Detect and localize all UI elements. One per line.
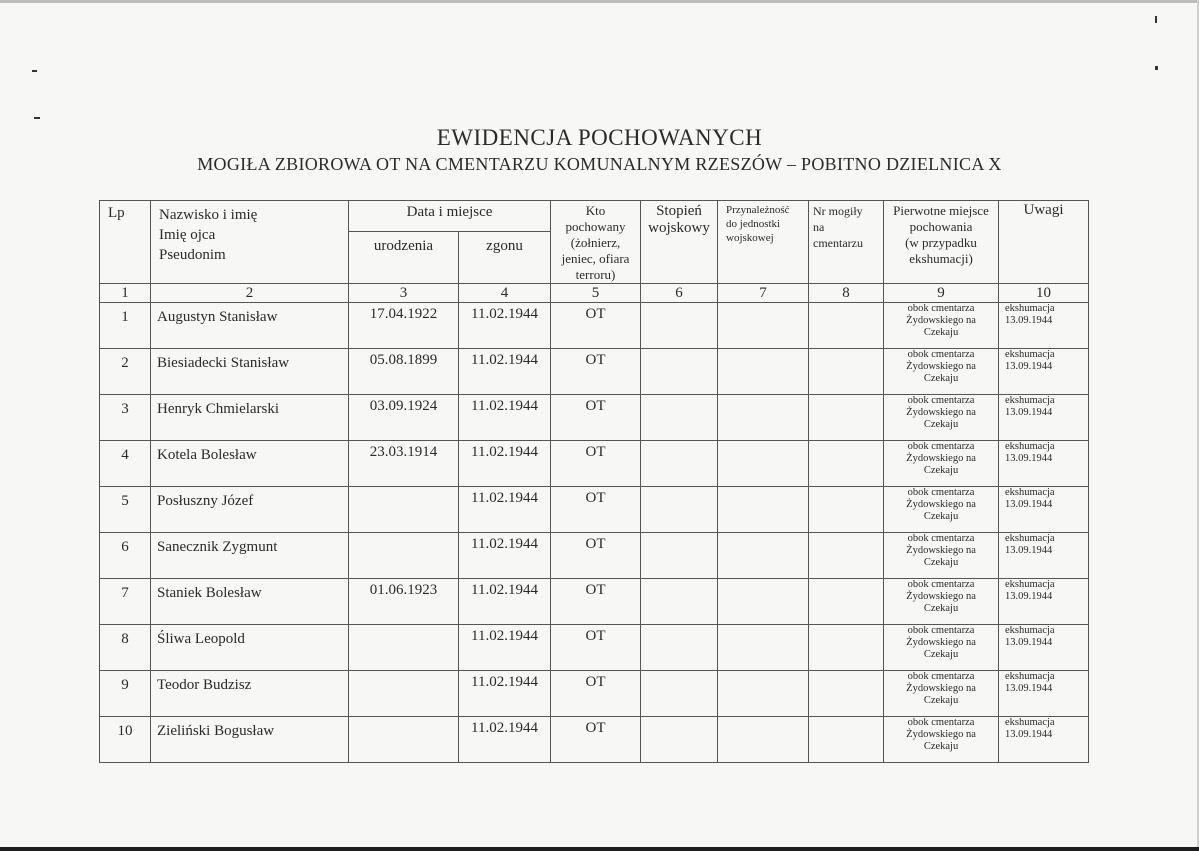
note-line: 13.09.1944 <box>1005 453 1053 464</box>
table-row <box>100 533 1089 579</box>
place-line: obok cmentarza <box>907 717 975 728</box>
column-number: 9 <box>884 284 999 303</box>
cell-grave-number <box>809 441 884 487</box>
table-row <box>100 487 1089 533</box>
column-number: 6 <box>641 284 718 303</box>
cell-grave-number <box>809 717 884 763</box>
cell-original-place <box>884 533 999 579</box>
header-orig-line: (w przypadku <box>905 235 977 250</box>
header-birth: urodzenia <box>349 231 459 283</box>
cell-original-place <box>884 625 999 671</box>
cell-rank <box>641 533 718 579</box>
place-line: Żydowskiego na <box>906 315 976 326</box>
table-body <box>100 303 1089 763</box>
cell-grave-number <box>809 671 884 717</box>
cell-who-buried: OT <box>551 671 641 717</box>
cell-notes <box>999 671 1089 717</box>
cell-notes <box>999 349 1089 395</box>
cell-notes <box>999 395 1089 441</box>
cell-name: Augustyn Stanisław <box>151 303 349 349</box>
place-line: obok cmentarza <box>907 671 975 682</box>
note-line: 13.09.1944 <box>1005 683 1053 694</box>
cell-death-date: 11.02.1944 <box>459 349 551 395</box>
cell-lp: 3 <box>100 395 151 441</box>
cell-lp: 10 <box>100 717 151 763</box>
note-line: 13.09.1944 <box>1005 315 1053 326</box>
cell-birth-date <box>349 671 459 717</box>
cell-who-buried: OT <box>551 441 641 487</box>
cell-rank <box>641 395 718 441</box>
cell-rank <box>641 303 718 349</box>
cell-unit <box>718 303 809 349</box>
burial-register-table <box>99 200 1089 763</box>
cell-who-buried: OT <box>551 717 641 763</box>
table-row <box>100 303 1089 349</box>
header-row <box>100 201 1089 232</box>
header-rank-line: Stopień <box>656 203 702 219</box>
header-lp: Lp <box>100 201 151 284</box>
cell-grave-number <box>809 303 884 349</box>
note-line: ekshumacja <box>1005 717 1055 728</box>
header-orig-line: ekshumacji) <box>909 251 973 266</box>
cell-original-place <box>884 717 999 763</box>
cell-rank <box>641 487 718 533</box>
cell-original-place <box>884 579 999 625</box>
header-who-buried <box>551 201 641 284</box>
cell-original-place <box>884 441 999 487</box>
place-line: obok cmentarza <box>907 579 975 590</box>
table-row <box>100 395 1089 441</box>
table-row <box>100 671 1089 717</box>
place-line: obok cmentarza <box>907 533 975 544</box>
cell-rank <box>641 349 718 395</box>
scan-speck <box>1155 16 1157 23</box>
cell-grave-number <box>809 395 884 441</box>
place-line: obok cmentarza <box>907 395 975 406</box>
scan-edge-top <box>0 0 1199 3</box>
cell-who-buried: OT <box>551 487 641 533</box>
header-name-line: Imię ojca <box>159 227 216 243</box>
cell-name: Posłuszny Józef <box>151 487 349 533</box>
cell-unit <box>718 671 809 717</box>
document-title: EWIDENCJA POCHOWANYCH <box>436 125 763 150</box>
document-subtitle: MOGIŁA ZBIOROWA OT NA CMENTARZU KOMUNALNYM RZESZÓW – POBITNO DZIELNICA X <box>197 154 1002 174</box>
place-line: obok cmentarza <box>907 625 975 636</box>
note-line: ekshumacja <box>1005 441 1055 452</box>
cell-who-buried: OT <box>551 395 641 441</box>
cell-grave-number <box>809 625 884 671</box>
cell-notes <box>999 533 1089 579</box>
cell-lp: 1 <box>100 303 151 349</box>
cell-lp: 8 <box>100 625 151 671</box>
cell-unit <box>718 717 809 763</box>
note-line: ekshumacja <box>1005 349 1055 360</box>
cell-birth-date: 23.03.1914 <box>349 441 459 487</box>
cell-death-date: 11.02.1944 <box>459 441 551 487</box>
place-line: obok cmentarza <box>907 441 975 452</box>
column-number: 5 <box>551 284 641 303</box>
cell-rank <box>641 579 718 625</box>
cell-name: Sanecznik Zygmunt <box>151 533 349 579</box>
header-unit-line: do jednostki <box>726 218 781 230</box>
cell-unit <box>718 349 809 395</box>
cell-death-date: 11.02.1944 <box>459 579 551 625</box>
cell-lp: 7 <box>100 579 151 625</box>
cell-death-date: 11.02.1944 <box>459 717 551 763</box>
cell-unit <box>718 395 809 441</box>
place-line: Żydowskiego na <box>906 683 976 694</box>
place-line: Czekaju <box>923 557 959 568</box>
header-unit <box>718 201 809 284</box>
scan-speck <box>1155 66 1158 70</box>
place-line: Żydowskiego na <box>906 591 976 602</box>
note-line: 13.09.1944 <box>1005 545 1053 556</box>
scan-speck <box>34 117 40 119</box>
header-death: zgonu <box>459 231 551 283</box>
column-number: 8 <box>809 284 884 303</box>
header-rank <box>641 201 718 284</box>
cell-name: Zieliński Bogusław <box>151 717 349 763</box>
column-number-row <box>100 284 1089 303</box>
note-line: ekshumacja <box>1005 579 1055 590</box>
note-line: 13.09.1944 <box>1005 407 1053 418</box>
cell-lp: 5 <box>100 487 151 533</box>
place-line: obok cmentarza <box>907 487 975 498</box>
cell-original-place <box>884 487 999 533</box>
place-line: Czekaju <box>923 741 959 752</box>
cell-name: Teodor Budzisz <box>151 671 349 717</box>
header-grave-line: Nr mogiły <box>813 204 863 218</box>
cell-original-place <box>884 395 999 441</box>
header-name-line: Nazwisko i imię <box>159 207 258 223</box>
place-line: Czekaju <box>923 465 959 476</box>
cell-grave-number <box>809 349 884 395</box>
column-number: 2 <box>151 284 349 303</box>
header-orig-line: pochowania <box>909 219 973 234</box>
header-rank-line: wojskowy <box>648 220 710 236</box>
table-row <box>100 441 1089 487</box>
cell-lp: 2 <box>100 349 151 395</box>
cell-who-buried: OT <box>551 303 641 349</box>
header-grave-number <box>809 201 884 284</box>
header-who-line: terroru) <box>575 267 616 282</box>
cell-notes <box>999 441 1089 487</box>
cell-unit <box>718 625 809 671</box>
cell-birth-date: 01.06.1923 <box>349 579 459 625</box>
column-number: 10 <box>999 284 1089 303</box>
scan-edge-bottom <box>0 847 1199 851</box>
note-line: ekshumacja <box>1005 395 1055 406</box>
column-number: 7 <box>718 284 809 303</box>
place-line: Czekaju <box>923 419 959 430</box>
cell-who-buried: OT <box>551 625 641 671</box>
cell-birth-date <box>349 717 459 763</box>
place-line: Czekaju <box>923 373 959 384</box>
cell-death-date: 11.02.1944 <box>459 303 551 349</box>
place-line: Czekaju <box>923 511 959 522</box>
cell-notes <box>999 717 1089 763</box>
place-line: Czekaju <box>923 327 959 338</box>
cell-rank <box>641 671 718 717</box>
cell-original-place <box>884 349 999 395</box>
place-line: Żydowskiego na <box>906 499 976 510</box>
cell-grave-number <box>809 533 884 579</box>
place-line: Żydowskiego na <box>906 729 976 740</box>
cell-who-buried: OT <box>551 579 641 625</box>
cell-name: Henryk Chmielarski <box>151 395 349 441</box>
cell-name: Kotela Bolesław <box>151 441 349 487</box>
cell-original-place <box>884 671 999 717</box>
header-name <box>151 201 349 284</box>
place-line: Czekaju <box>923 695 959 706</box>
cell-birth-date <box>349 533 459 579</box>
cell-original-place <box>884 303 999 349</box>
table-row <box>100 349 1089 395</box>
cell-grave-number <box>809 487 884 533</box>
place-line: Czekaju <box>923 603 959 614</box>
cell-death-date: 11.02.1944 <box>459 487 551 533</box>
header-who-line: Kto <box>585 203 606 218</box>
note-line: 13.09.1944 <box>1005 637 1053 648</box>
cell-notes <box>999 579 1089 625</box>
cell-death-date: 11.02.1944 <box>459 533 551 579</box>
cell-who-buried: OT <box>551 533 641 579</box>
note-line: ekshumacja <box>1005 671 1055 682</box>
header-grave-line: na <box>813 220 825 234</box>
cell-name: Staniek Bolesław <box>151 579 349 625</box>
column-number: 1 <box>100 284 151 303</box>
note-line: ekshumacja <box>1005 487 1055 498</box>
cell-rank <box>641 441 718 487</box>
place-line: Żydowskiego na <box>906 361 976 372</box>
header-unit-line: Przynależność <box>726 204 790 216</box>
note-line: 13.09.1944 <box>1005 591 1053 602</box>
header-date-place: Data i miejsce <box>349 201 551 232</box>
cell-unit <box>718 441 809 487</box>
header-who-line: (żołnierz, <box>570 235 621 250</box>
cell-grave-number <box>809 579 884 625</box>
cell-lp: 6 <box>100 533 151 579</box>
header-original-place <box>884 201 999 284</box>
place-line: Żydowskiego na <box>906 453 976 464</box>
note-line: 13.09.1944 <box>1005 729 1053 740</box>
cell-birth-date: 17.04.1922 <box>349 303 459 349</box>
header-orig-line: Pierwotne miejsce <box>893 203 989 218</box>
cell-name: Śliwa Leopold <box>151 625 349 671</box>
note-line: ekshumacja <box>1005 625 1055 636</box>
cell-notes <box>999 303 1089 349</box>
cell-notes <box>999 487 1089 533</box>
column-number: 4 <box>459 284 551 303</box>
note-line: 13.09.1944 <box>1005 499 1053 510</box>
cell-unit <box>718 579 809 625</box>
note-line: ekshumacja <box>1005 303 1055 314</box>
place-line: Czekaju <box>923 649 959 660</box>
header-name-line: Pseudonim <box>159 247 226 263</box>
cell-rank <box>641 717 718 763</box>
cell-lp: 9 <box>100 671 151 717</box>
place-line: obok cmentarza <box>907 303 975 314</box>
scan-speck <box>32 70 37 72</box>
cell-birth-date: 05.08.1899 <box>349 349 459 395</box>
cell-death-date: 11.02.1944 <box>459 671 551 717</box>
table-row <box>100 717 1089 763</box>
header-unit-line: wojskowej <box>726 232 774 244</box>
cell-rank <box>641 625 718 671</box>
cell-name: Biesiadecki Stanisław <box>151 349 349 395</box>
cell-birth-date: 03.09.1924 <box>349 395 459 441</box>
cell-unit <box>718 533 809 579</box>
cell-birth-date <box>349 625 459 671</box>
header-who-line: jeniec, ofiara <box>561 251 630 266</box>
note-line: ekshumacja <box>1005 533 1055 544</box>
place-line: Żydowskiego na <box>906 637 976 648</box>
header-notes: Uwagi <box>999 201 1089 284</box>
place-line: Żydowskiego na <box>906 545 976 556</box>
table-row <box>100 625 1089 671</box>
table-row <box>100 579 1089 625</box>
cell-who-buried: OT <box>551 349 641 395</box>
note-line: 13.09.1944 <box>1005 361 1053 372</box>
header-who-line: pochowany <box>565 219 626 234</box>
cell-death-date: 11.02.1944 <box>459 395 551 441</box>
place-line: obok cmentarza <box>907 349 975 360</box>
column-number: 3 <box>349 284 459 303</box>
place-line: Żydowskiego na <box>906 407 976 418</box>
cell-unit <box>718 487 809 533</box>
header-grave-line: cmentarzu <box>813 236 863 250</box>
cell-lp: 4 <box>100 441 151 487</box>
cell-death-date: 11.02.1944 <box>459 625 551 671</box>
cell-notes <box>999 625 1089 671</box>
cell-birth-date <box>349 487 459 533</box>
